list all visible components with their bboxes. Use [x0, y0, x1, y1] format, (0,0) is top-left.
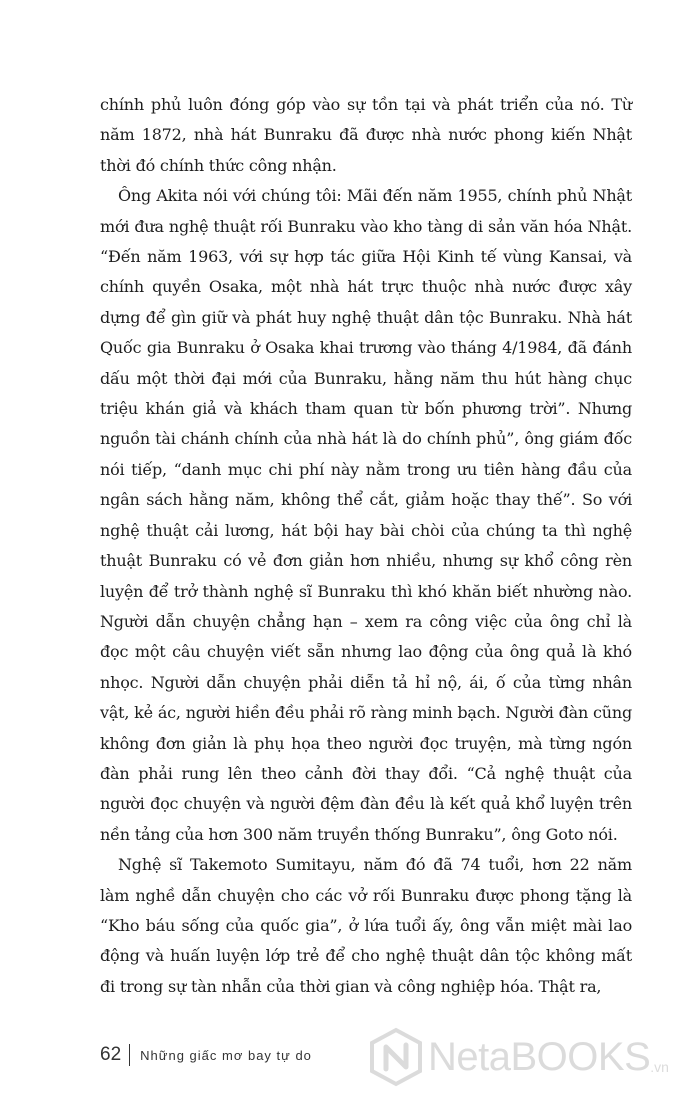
paragraph-takemoto: Nghệ sĩ Takemoto Sumitayu, năm đó đã 74 tuổi, hơn 22 năm làm nghề dẫn chuyện cho các vở rối Bunraku được phong tặng là “Kho báu sống của quốc gia”, ở lứa tuổi ấy, ông vẫn miệt mài lao động và huấn luyện lớp trẻ để cho nghệ thuật dân tộc không mất đi trong sự tàn nhẫn của thời gian và công nghiệp hóa. Thật ra, [100, 855, 632, 996]
page-body [100, 90, 632, 1002]
page-number: 62 [100, 1044, 122, 1065]
paragraph-akita: Ông Akita nói với chúng tôi: Mãi đến năm 1955, chính phủ Nhật mới đưa nghệ thuật rối Bunraku vào kho tàng di sản văn hóa Nhật. “Đến năm 1963, với sự hợp tác giữa Hội Kinh tế vùng Kansai, và chính quyền Osaka, một nhà hát trực thuộc nhà nước được xây dựng để gìn giữ và phát huy nghệ thuật dân tộc Bunraku. Nhà hát Quốc gia Bunraku ở Osaka khai trương vào tháng 4/1984, đã đánh dấu một thời đại mới của Bunraku, hằng năm thu hút hàng chục triệu khán giả và khách tham quan từ bốn phương trời”. Nhưng nguồn tài chánh chính của nhà hát là do chính phủ”, ông giám đốc nói tiếp, “danh mục chi phí này nằm trong ưu tiên hàng đầu của ngân sách hằng năm, không thể cắt, giảm hoặc thay thế”. So với nghệ thuật cải lương, hát bội hay bài chòi của chúng ta thì nghệ thuật Bunraku có vẻ đơn giản hơn nhiều, nhưng sự khổ công rèn luyện để trở thành nghệ sĩ Bunraku thì khó khăn biết nhường nào. Người dẫn chuyện chẳng hạn – xem ra công việc của ông chỉ là đọc một câu chuyện viết sẵn nhưng lao động của ông quả là khó nhọc. Người dẫn chuyện phải diễn tả hỉ nộ, ái, ố của từng nhân vật, kẻ ác, người hiền đều phải rõ ràng minh bạch. Người đàn cũng không đơn giản là phụ họa theo người đọc truyện, mà từng ngón đàn phải rung lên theo cảnh đời thay đổi. “Cả nghệ thuật của người đọc chuyện và người đệm đàn đều là kết quả khổ luyện trên nền tảng của hơn 300 năm truyền thống Bunraku”, ông Goto nói. [100, 186, 632, 844]
watermark [368, 1027, 669, 1087]
paragraph-continuation: chính phủ luôn đóng góp vào sự tồn tại và phát triển của nó. Từ năm 1872, nhà hát Bunraku đã được nhà nước phong kiến Nhật thời đó chính thức công nhận. [100, 95, 632, 175]
footer-divider [129, 1044, 130, 1066]
page-footer [100, 1040, 312, 1070]
running-title: Những giấc mơ bay tự do [140, 1047, 312, 1063]
watermark-brand: NetaBOOKS [428, 1034, 651, 1079]
netabooks-logo-icon [368, 1027, 424, 1087]
watermark-suffix: .vn [650, 1059, 669, 1075]
